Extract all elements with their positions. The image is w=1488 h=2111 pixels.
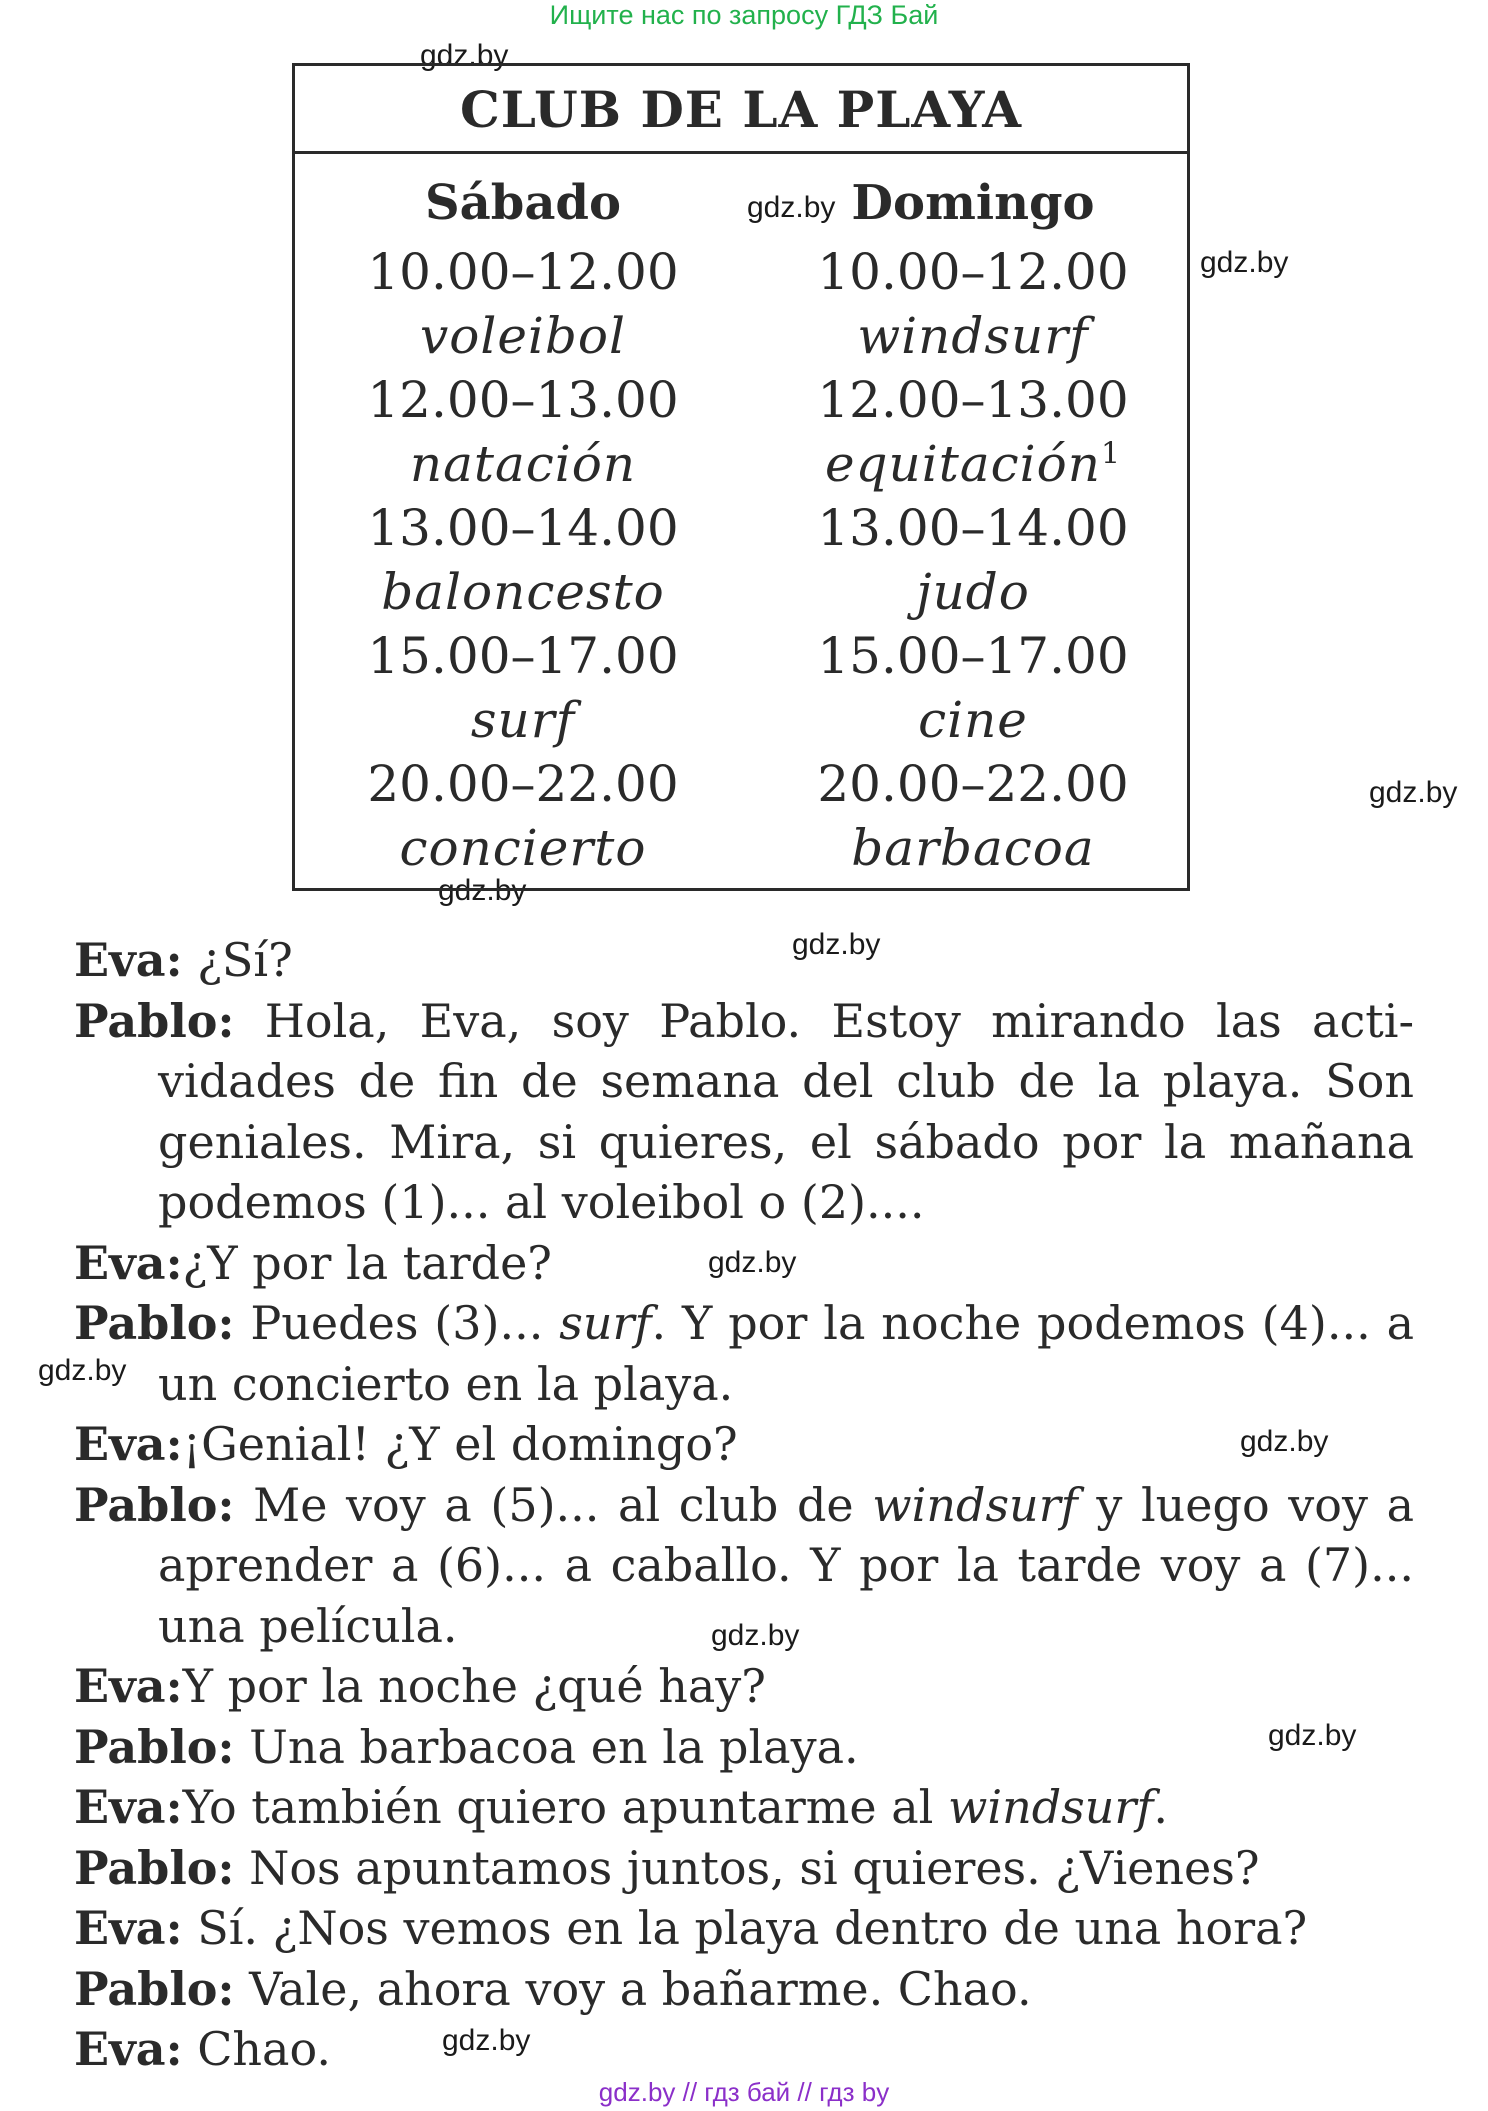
day-column-sunday (763, 166, 1183, 880)
speaker: Pablo: (74, 1961, 235, 2016)
speaker: Pablo: (74, 1840, 235, 1895)
dialogue-line (74, 930, 1414, 991)
dialogue-line (74, 1898, 1414, 1959)
top-banner: Ищите нас по запросу ГДЗ Бай (549, 0, 939, 30)
dialogue-line (74, 1414, 1414, 1475)
day-heading: Domingo (851, 175, 1095, 231)
day-heading: Sábado (424, 175, 621, 231)
slot-time: 20.00–22.00 (817, 755, 1129, 813)
dialogue-line (74, 1838, 1414, 1899)
line-text-italic: surf (559, 1296, 652, 1350)
line-text: Y por la noche ¿qué hay? (182, 1659, 766, 1713)
dialogue-line (74, 1717, 1414, 1778)
speaker: Eva: (74, 1417, 183, 1471)
slot-activity: baloncesto (381, 563, 665, 621)
bottom-banner: gdz.by // гдз бай // гдз by (598, 2077, 890, 2107)
slot-activity: cine (918, 691, 1028, 749)
watermark: gdz.by (792, 928, 881, 961)
line-text: Sí. ¿Nos vemos en la playa dentro de una hora? (182, 1901, 1308, 1955)
speaker: Pablo: (74, 1296, 235, 1350)
dialogue-line (74, 2019, 1414, 2080)
dialogue-line (74, 1777, 1414, 1838)
slot-activity (763, 432, 1183, 496)
watermark: gdz.by (1240, 1425, 1329, 1458)
watermark: gdz.by (711, 1619, 800, 1652)
day-column-saturday (313, 166, 733, 880)
watermark: gdz.by (747, 191, 836, 224)
slot-activity: natación (409, 435, 637, 493)
watermark: gdz.by (38, 1354, 127, 1387)
line-text: y luego voy a aprender a (6)... a caballo. Y por la tarde voy a (7)... una película. (158, 1477, 1414, 1653)
speaker: Pablo: (74, 993, 235, 1048)
schedule-title: CLUB DE LA PLAYA (295, 66, 1187, 154)
line-text: ¿Sí? (182, 933, 293, 987)
watermark: gdz.by (420, 39, 509, 72)
slot-time: 12.00–13.00 (817, 371, 1129, 429)
watermark: gdz.by (438, 874, 527, 907)
slot-time: 13.00–14.00 (367, 499, 679, 557)
line-text-italic: windsurf (947, 1780, 1154, 1834)
slot-time: 15.00–17.00 (367, 627, 679, 685)
speaker: Eva: (74, 1659, 183, 1713)
line-text: Chao. (182, 2022, 331, 2076)
line-text-italic: windsurf (872, 1477, 1078, 1532)
line-text: ¿Y por la tarde? (182, 1235, 552, 1290)
line-text: Una barbacoa en la playa. (234, 1719, 859, 1774)
line-text: Nos apuntamos juntos, si quieres. ¿Vienes? (234, 1840, 1260, 1895)
speaker: Pablo: (74, 1719, 235, 1774)
slot-activity: windsurf (857, 307, 1089, 365)
speaker: Eva: (74, 1235, 183, 1290)
footnote-marker: 1 (1100, 436, 1122, 472)
line-text: Vale, ahora voy a bañarme. Chao. (234, 1961, 1032, 2016)
line-text: . Y por la noche podemos (4)... a un concierto en la playa. (158, 1296, 1414, 1411)
dialogue-line (74, 991, 1414, 1233)
line-text: Me voy a (5)... al club de (234, 1477, 873, 1532)
watermark: gdz.by (1268, 1719, 1357, 1752)
slot-activity: judo (916, 563, 1030, 621)
watermark: gdz.by (708, 1246, 797, 1279)
watermark: gdz.by (1369, 776, 1458, 809)
speaker: Eva: (74, 933, 183, 987)
line-text: ¡Genial! ¿Y el domingo? (182, 1417, 738, 1471)
watermark: gdz.by (1200, 246, 1289, 279)
slot-time: 15.00–17.00 (817, 627, 1129, 685)
speaker: Eva: (74, 1780, 183, 1834)
slot-activity: barbacoa (851, 819, 1095, 877)
line-text: Hola, Eva, soy Pablo. Estoy mirando las actividades de fin de semana del club de la playa. Son geniales. Mira, si quieres, el sábado por la mañana podemos (1)... al voleibol o (2).... (158, 993, 1414, 1229)
speaker: Eva: (74, 2022, 183, 2076)
slot-time: 10.00–12.00 (367, 243, 679, 301)
line-text: Yo también quiero apuntarme al (182, 1780, 948, 1834)
line-text: Puedes (3)... (234, 1296, 560, 1350)
dialogue-line (74, 1233, 1414, 1294)
dialogue-line (74, 1656, 1414, 1717)
speaker: Eva: (74, 1901, 183, 1955)
line-text: . (1153, 1780, 1169, 1834)
schedule-table (292, 63, 1190, 891)
slot-time: 10.00–12.00 (817, 243, 1129, 301)
slot-time: 12.00–13.00 (367, 371, 679, 429)
speaker: Pablo: (74, 1477, 235, 1532)
dialogue (74, 930, 1414, 2080)
slot-activity: concierto (399, 819, 647, 877)
watermark: gdz.by (442, 2024, 531, 2057)
dialogue-line (74, 1959, 1414, 2020)
dialogue-line (74, 1293, 1414, 1414)
slot-activity: surf (470, 691, 576, 749)
slot-activity: voleibol (419, 307, 627, 365)
slot-time: 20.00–22.00 (367, 755, 679, 813)
dialogue-line (74, 1475, 1414, 1657)
slot-time: 13.00–14.00 (817, 499, 1129, 557)
slot-activity-text: equitación (824, 435, 1101, 493)
